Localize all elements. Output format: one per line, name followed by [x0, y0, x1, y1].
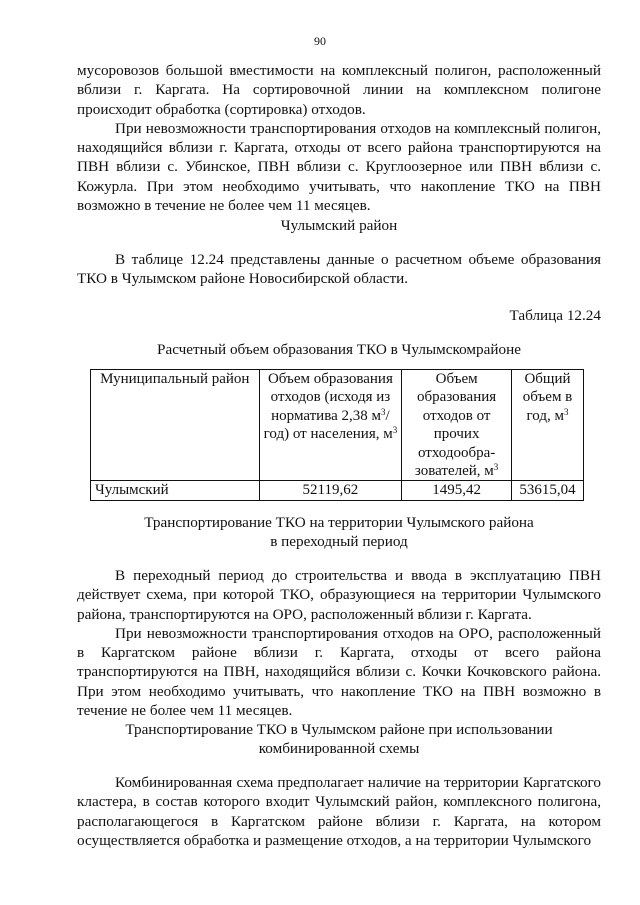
text-block-2 [77, 566, 601, 720]
paragraph: мусоровозов большой вместимости на комплексный полигон, расположенный вблизи г. Каргата. На сортировочной линии на комплексном полигоне происходит обработка (сортировка) отходов. [77, 62, 601, 118]
paragraph: В таблице 12.24 представлены данные о расчетном объеме образования ТКО в Чулымском районе Новосибирской области. [77, 251, 601, 288]
paragraph: При невозможности транспортирования отходов на комплексный полигон, находящийся вблизи г. Каргата, отходы от всего района транспортируются на ПВН вблизи с. Убинское, ПВН вблизи с. Круглоозерное или ПВН вблизи с. Кожурла. При этом необходимо учитывать, что накопление ТКО на ПВН возможно в течение не более чем 11 месяцев. [77, 119, 601, 215]
header-other-volume: Объем образования отходов от прочих отходообра-зователей, $м^3$ [402, 370, 512, 481]
heading-3-block [77, 720, 601, 759]
section-heading: Чулымский район [280, 217, 398, 234]
subheading-line: Транспортирование ТКО в Чулымском районе при использовании [125, 721, 553, 738]
table-title: Расчетный объем образования ТКО в Чулымскомрайоне [157, 341, 521, 358]
subheading-line: комбинированной схемы [258, 740, 420, 758]
header-total-volume: Общий объем в год, $м^3$ [512, 370, 584, 481]
text-block-1 [77, 61, 601, 215]
table-label: Таблица 12.24 [509, 307, 601, 324]
table-title-block [77, 340, 601, 359]
section-heading-block [77, 216, 601, 235]
header-municipal-district: Муниципальный район [91, 370, 260, 481]
table-header-row [91, 370, 584, 481]
intro-block [77, 250, 601, 289]
subheading-line: в переходный период [270, 533, 408, 551]
cell-other: 1495,42 [402, 481, 512, 500]
page-number: 90 [314, 34, 326, 48]
text-block-3 [77, 773, 601, 850]
table-label-block [77, 306, 601, 325]
paragraph: Комбинированная схема предполагает наличие на территории Каргатского кластера, в состав которого входит Чулымский район, комплексного полигона, располагающегося в Каргатском районе вблизи г. Каргата, на котором осуществляется обработка и размещение отходов, а на территории Чулымского [77, 774, 601, 849]
heading-2-block [77, 513, 601, 552]
cell-population: 52119,62 [259, 481, 402, 500]
table-row [91, 481, 584, 500]
header-population-volume: Объем образования отходов (исходя из норматива 2,38 $м^3/год$) от населения, $м^3$ [259, 370, 402, 481]
cell-total: 53615,04 [512, 481, 584, 500]
subheading-line: Транспортирование ТКО на территории Чулымского района [144, 514, 534, 531]
paragraph: В переходный период до строительства и ввода в эксплуатацию ПВН действует схема, при которой ТКО, образующиеся на территории Чулымского района, транспортируются на ОРО, расположенный вблизи г. Каргата. [77, 567, 601, 623]
paragraph: При невозможности транспортирования отходов на ОРО, расположенный в Каргатском районе вблизи г. Каргата, отходы от всего района транспортируются на ПВН, находящийся вблизи с. Кочки Кочковского района. При этом необходимо учитывать, что накопление ТКО на ПВН возможно в течение не более чем 11 месяцев. [77, 624, 601, 720]
data-table [90, 369, 584, 501]
cell-district: Чулымский [91, 481, 260, 500]
